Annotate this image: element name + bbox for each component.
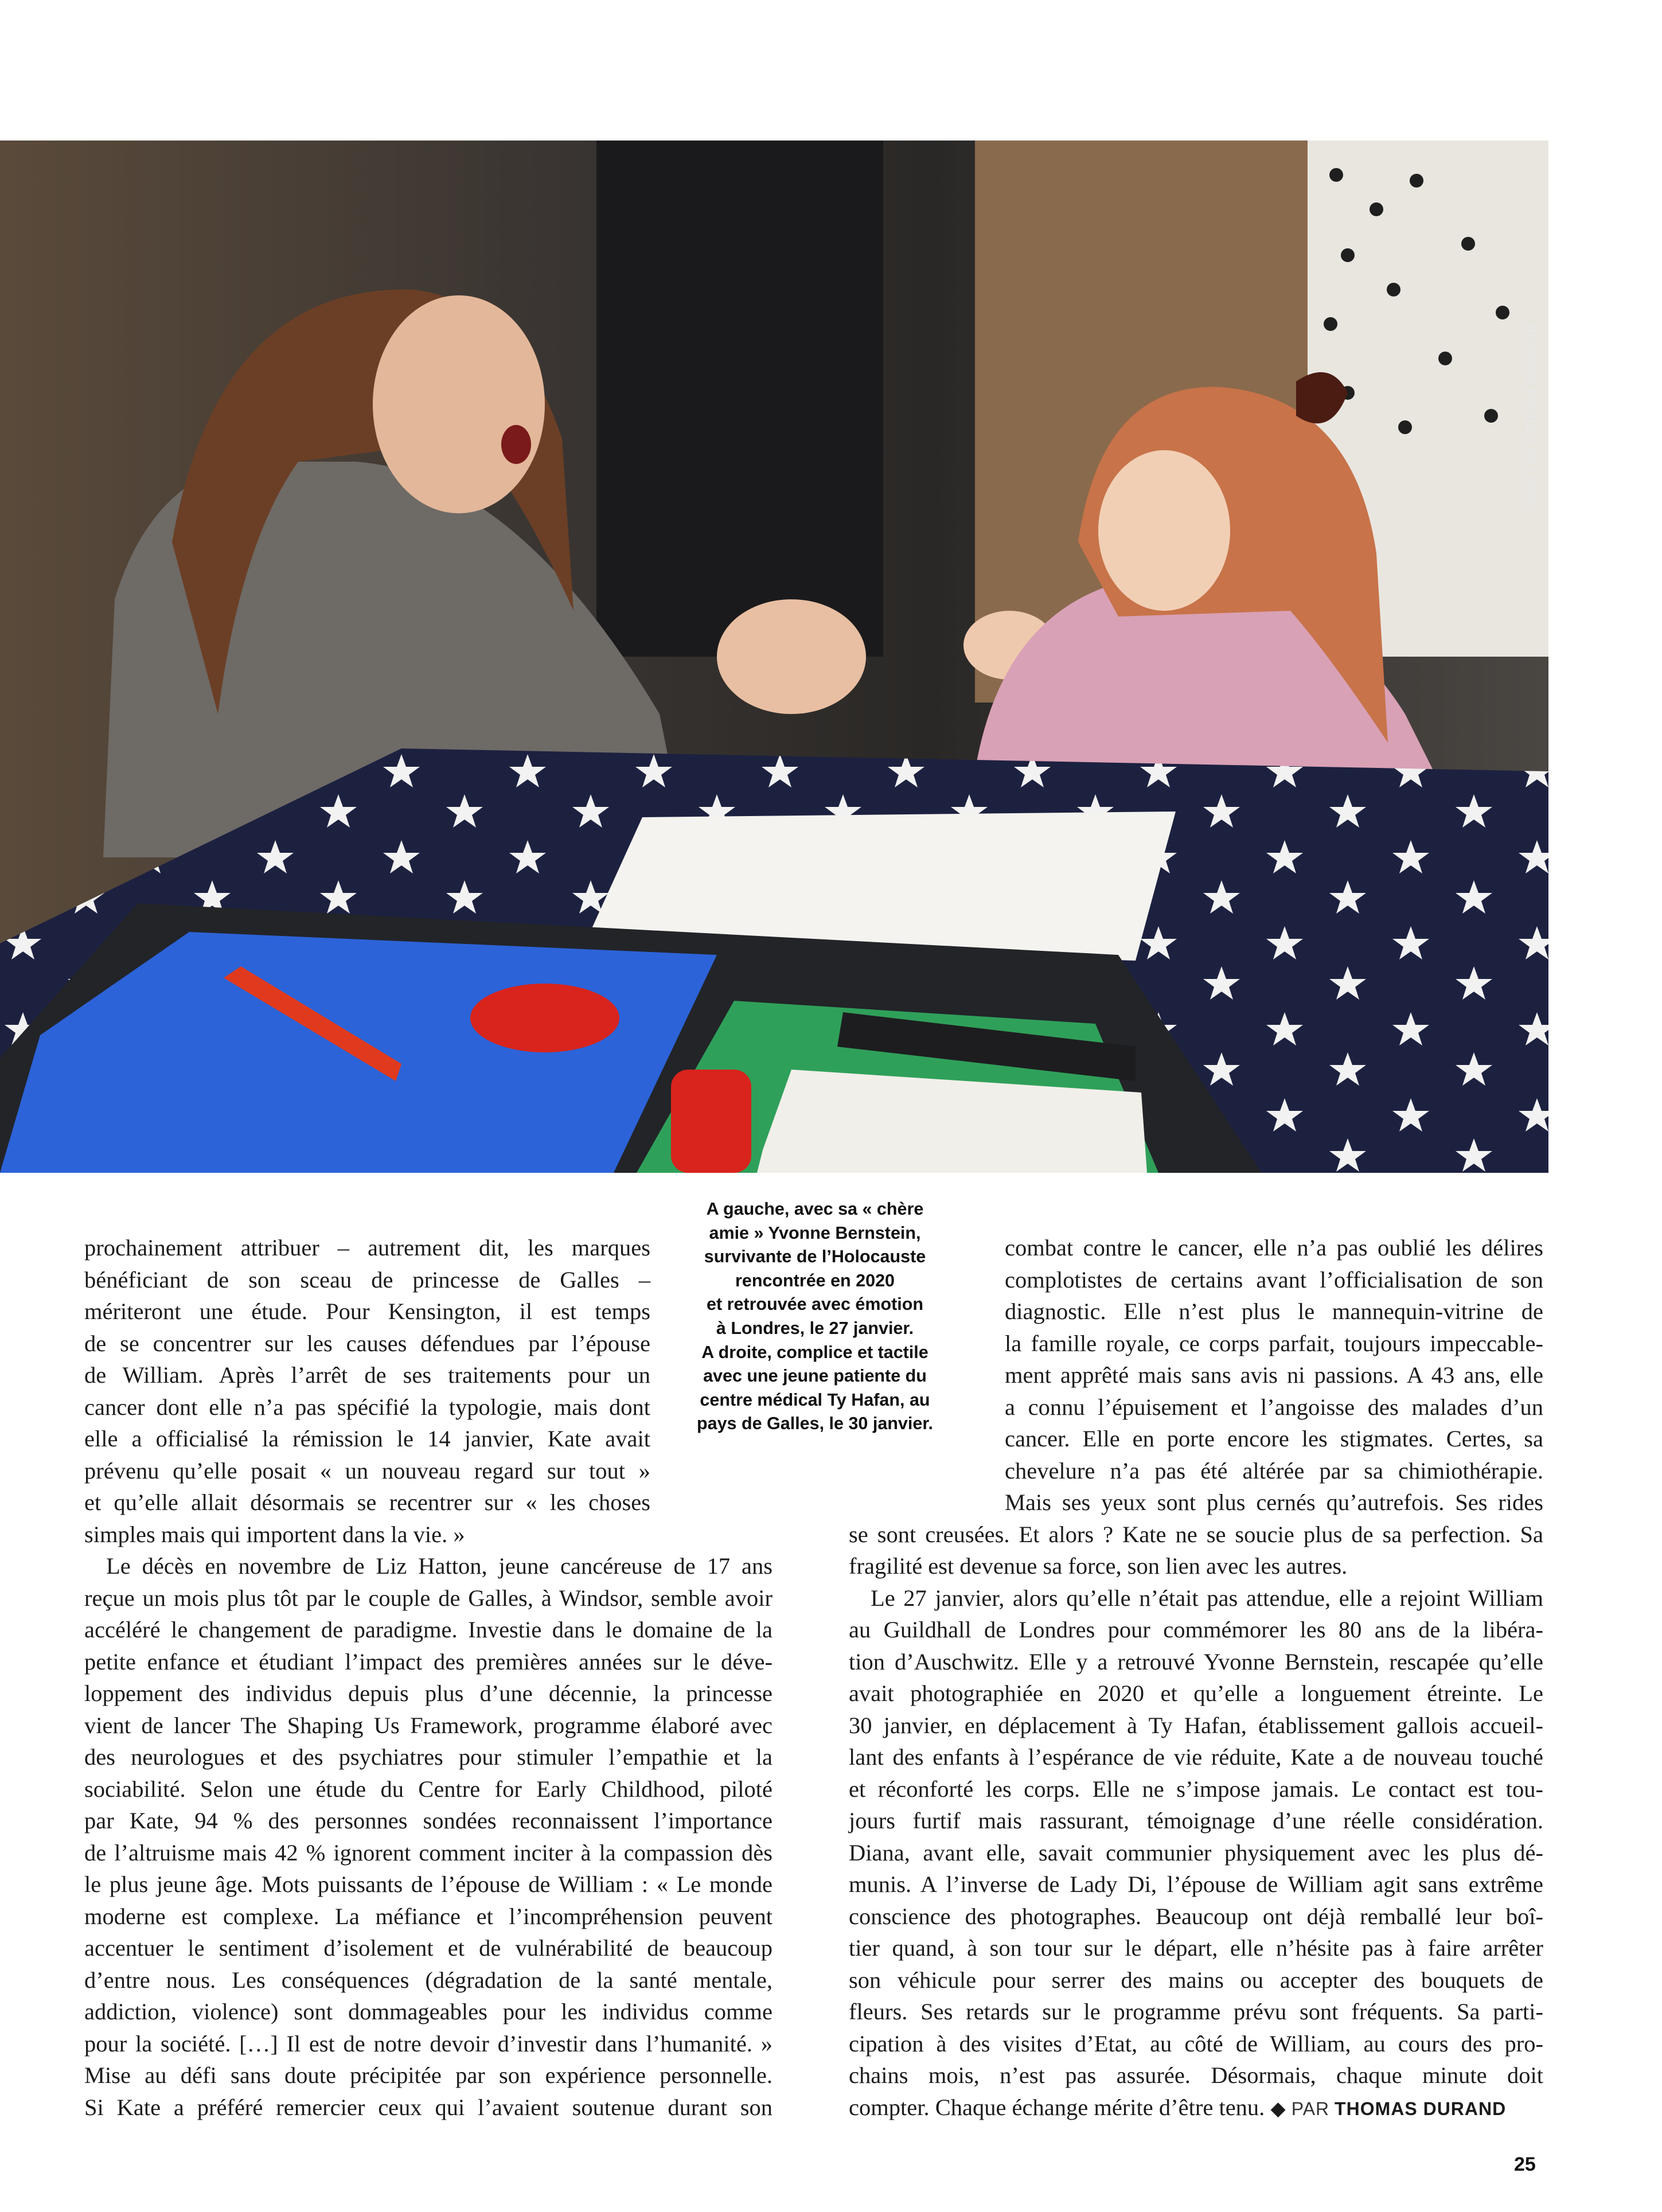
text-line: diagnostic. Elle n’est plus le mannequin-vitrine de [1005,1298,1543,1324]
author-name: THOMAS DURAND [1335,2098,1507,2119]
text-line: des neurologues et des psychiatres pour stimuler l’empathie et la [84,1744,773,1770]
text-line: tier quand, à son tour sur le départ, elle n’hésite pas à faire arrêter [849,1935,1543,1961]
text-line: accentuer le sentiment d’isolement et de vulnérabilité de beaucoup [84,1935,773,1961]
caption-line: A droite, complice et tactile [701,1342,928,1362]
standing-man-shape [596,141,883,657]
text-line: jours furtif mais rassurant, témoignage d’une réelle considération. [849,1808,1543,1833]
article-photo [0,141,1548,1173]
joined-hands-shape [717,599,866,714]
text-line: vient de lancer The Shaping Us Framework, programme élaboré avec [84,1712,773,1738]
text-line: elle a officialisé la rémission le 14 janvier, Kate avait [84,1426,650,1452]
text-line: complotistes de certains avant l’officialisation de son [1005,1266,1543,1293]
text-line: lant des enfants à l’espérance de vie réduite, Kate a de nouveau touché [849,1744,1543,1770]
text-line: de se concentrer sur les causes défendues par l’épouse [84,1330,650,1356]
text-line: cipation à des visites d’Etat, au côté de William, au cours des pro- [849,2030,1543,2057]
text-line: par Kate, 94 % des personnes sondées reconnaissent l’importance [84,1808,773,1833]
text-line: de William. Après l’arrêt de ses traitements pour un [84,1362,650,1388]
text-line: pour la société. […] Il est de notre devoir d’investir dans l’humanité. » [84,2030,773,2057]
woman-face-shape [373,295,545,513]
text-line: Diana, avant elle, savait communier physiquement avec les plus dé- [849,1839,1543,1866]
text-line: de l’altruisme mais 42 % ignorent comment inciter à la compassion dès [84,1839,773,1866]
girl-face-shape [1098,450,1230,611]
article-column-left [84,1232,773,2123]
text-line: cancer dont elle n’a pas spécifié la typologie, mais dont [84,1394,650,1420]
caption-line: à Londres, le 27 janvier. [716,1318,914,1338]
text-line: prévenu qu’elle posait « un nouveau regard sur tout » [84,1457,650,1484]
text-line: Mais ses yeux sont plus cernés qu’autrefois. Ses rides [1005,1489,1543,1515]
text-line: 30 janvier, en déplacement à Ty Hafan, établissement gallois accueil- [849,1712,1543,1738]
text-line: bénéficiant de son sceau de princesse de Galles – [84,1266,650,1293]
text-line: Mise au défi sans doute précipitée par son expérience personnelle. [84,2062,773,2088]
text-line: avait photographiée en 2020 et qu’elle a longuement étreinte. Le [849,1680,1543,1706]
text-line: chains mois, n’est pas assurée. Désormais, chaque minute doit [849,2062,1543,2088]
end-mark-icon: ◆ [1270,2098,1286,2120]
text-line: son véhicule pour serrer des mains ou accepter des bouquets de [849,1967,1543,1993]
caption-line: A gauche, avec sa « chère [706,1199,924,1219]
text-line: prochainement attribuer – autrement dit, les marques [84,1235,650,1261]
text-line: loppement des individus depuis plus d’une décennie, la princesse [84,1680,773,1706]
text-line: fragilité est devenue sa force, son lien avec les autres. [849,1553,1348,1579]
article-column-right [849,1232,1543,2123]
text-line: cancer. Elle en porte encore les stigmates. Certes, sa [1005,1426,1543,1452]
text-line: Le décès en novembre de Liz Hatton, jeune cancéreuse de 17 ans [106,1553,773,1579]
text-line: d’entre nous. Les conséquences (dégradation de la santé mentale, [84,1967,773,1993]
text-line: fleurs. Ses retards sur le programme prévu sont fréquents. Sa parti- [849,1999,1543,2024]
red-paint-blob-shape [470,984,619,1052]
text-line: munis. A l’inverse de Lady Di, l’épouse de William agit sans extrême [849,1871,1543,1897]
text-line: compter. Chaque échange mérite d’être tenu. [849,2094,1265,2120]
text-line: combat contre le cancer, elle n’a pas oublié les délires [1005,1235,1543,1261]
paragraph-start [849,1582,1543,1614]
text-line: sociabilité. Selon une étude du Centre for Early Childhood, piloté [84,1776,773,1802]
text-line: conscience des photographes. Beaucoup ont déjà remballé leur boî- [849,1903,1543,1929]
text-line: ment apprêté mais sans avis ni passions. A 43 ans, elle [1005,1362,1543,1388]
photo-credit: RICHARD POHLE / AP / SIPA [1524,324,1538,507]
text-line: la famille royale, ce corps parfait, toujours impeccable- [1005,1330,1543,1356]
byline-prefix: PAR [1291,2098,1330,2119]
photo-illustration [0,141,1548,1173]
text-line: addiction, violence) sont dommageables pour les individus comme [84,1999,773,2024]
paragraph-start [84,1550,773,1582]
final-line [849,2092,1543,2124]
caption-line: survivante de l’Holocauste [704,1247,926,1267]
text-line: simples mais qui importent dans la vie. » [84,1521,465,1547]
caption-line: amie » Yvonne Bernstein, [709,1223,921,1243]
text-line: chevelure n’a pas été altérée par sa chimiothérapie. [1005,1457,1543,1484]
caption-line: centre médical Ty Hafan, au [700,1390,930,1410]
caption-line: rencontrée en 2020 [735,1270,895,1290]
caption-line: pays de Galles, le 30 janvier. [696,1414,933,1434]
text-line: et réconforté les corps. Elle ne s’impose jamais. Le contact est tou- [849,1776,1543,1802]
text-line: reçue un mois plus tôt par le couple de Galles, à Windsor, semble avoir [84,1585,773,1611]
text-line: et qu’elle allait désormais se recentrer sur « les choses [84,1489,650,1515]
caption-line: avec une jeune patiente du [703,1366,927,1386]
text-line: a connu l’épuisement et l’angoisse des malades d’un [1005,1394,1543,1420]
text-line: au Guildhall de Londres pour commémorer les 80 ans de la libéra- [849,1617,1543,1643]
text-line: petite enfance et étudiant l’impact des premières années sur le déve- [84,1648,773,1675]
text-line: accéléré le changement de paradigme. Investie dans le domaine de la [84,1617,773,1643]
text-line: tion d’Auschwitz. Elle y a retrouvé Yvonne Bernstein, rescapée qu’elle [849,1648,1543,1675]
text-line: Le 27 janvier, alors qu’elle n’était pas attendue, elle a rejoint William [871,1585,1543,1611]
text-line: moderne est complexe. La méfiance et l’incompréhension peuvent [84,1903,773,1929]
paint-pot-shape [671,1070,751,1173]
page-number: 25 [1514,2154,1536,2175]
text-line: Si Kate a préféré remercier ceux qui l’avaient soutenue durant son [84,2094,773,2120]
text-line: se sont creusées. Et alors ? Kate ne se soucie plus de sa perfection. Sa [849,1521,1543,1547]
text-line: mériteront une étude. Pour Kensington, il est temps [84,1298,650,1324]
caption-line: et retrouvée avec émotion [706,1294,923,1314]
text-line: le plus jeune âge. Mots puissants de l’épouse de William : « Le monde [84,1871,773,1897]
